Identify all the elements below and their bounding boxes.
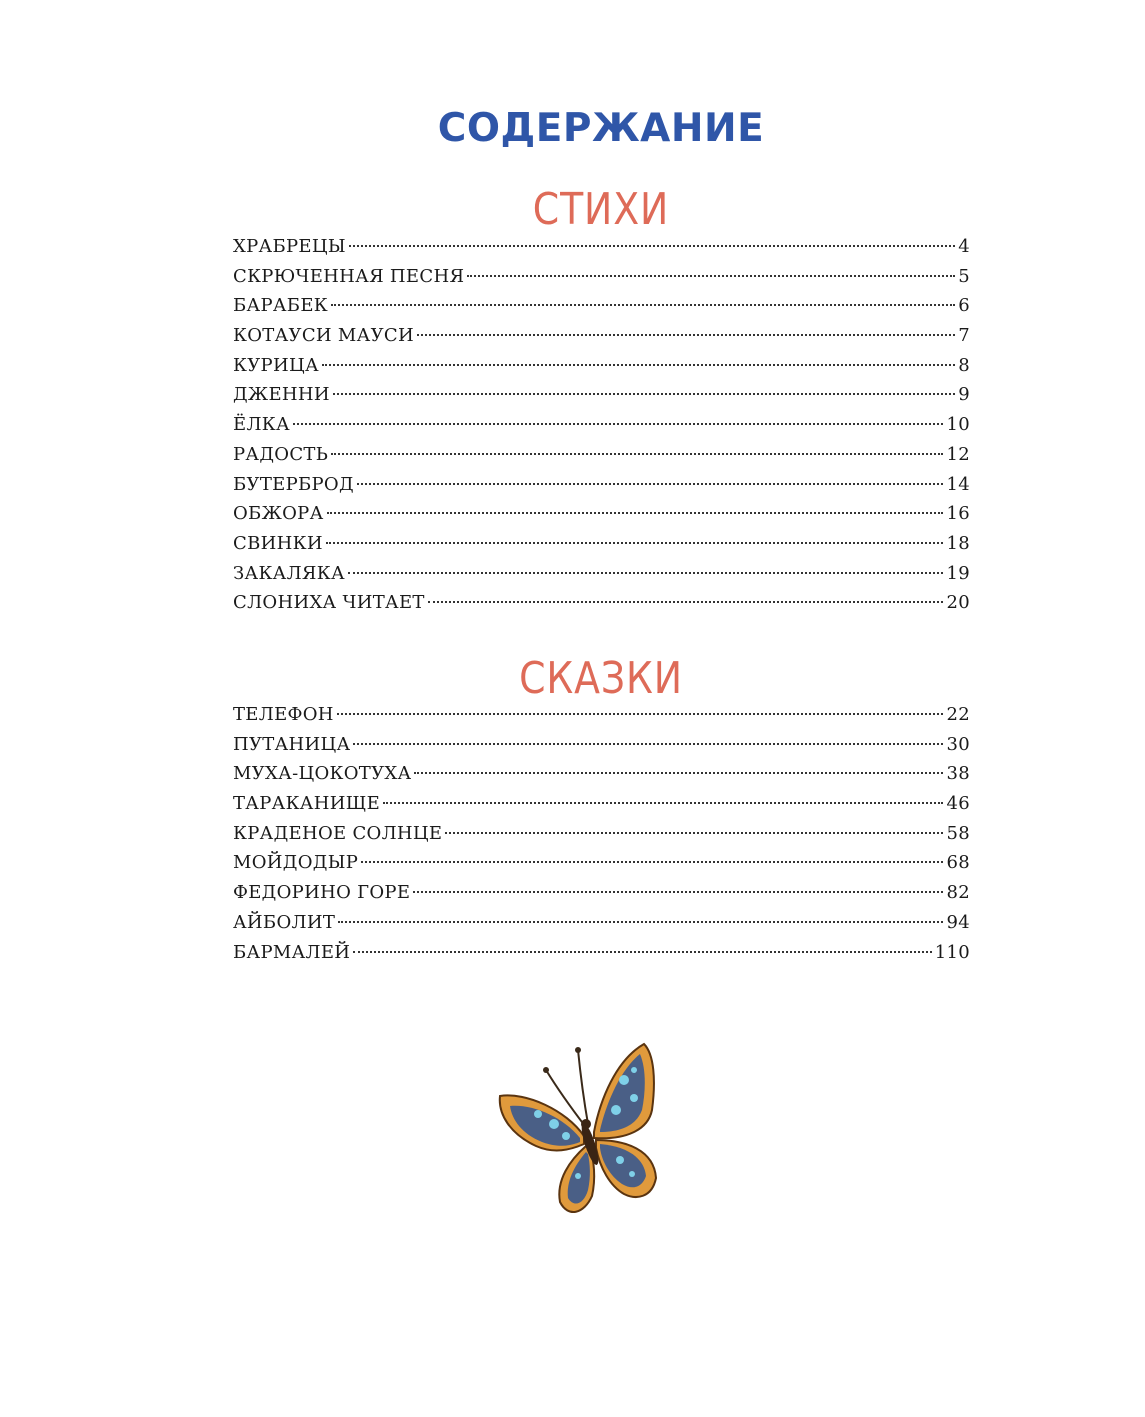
dot-leader [417, 334, 955, 336]
toc-entry-title: ПУТАНИЦА [233, 733, 351, 755]
dot-leader [331, 453, 943, 455]
toc-entry-page: 9 [958, 384, 970, 406]
toc-entry [233, 823, 970, 853]
toc-entry [233, 503, 970, 533]
toc-entry [233, 704, 970, 734]
dot-leader [338, 921, 943, 923]
toc-entry-page: 94 [946, 911, 970, 933]
toc-entry-title: ОБЖОРА [233, 503, 324, 525]
dot-leader [353, 743, 943, 745]
toc-entry [233, 414, 970, 444]
toc-entry-page: 4 [958, 236, 970, 257]
toc-entry [233, 852, 970, 882]
toc-entry-title: СЛОНИХА ЧИТАЕТ [233, 592, 425, 614]
toc-entry-page: 12 [946, 443, 970, 465]
toc-entry-page: 110 [934, 941, 970, 963]
toc-entry-page: 10 [946, 414, 970, 436]
dot-leader [348, 572, 944, 574]
dot-leader [383, 802, 943, 804]
toc-entry-page: 16 [946, 503, 970, 525]
toc-entry [233, 563, 970, 593]
toc-entry-page: 19 [946, 562, 970, 584]
toc-entry-page: 8 [958, 354, 970, 376]
toc-entry-title: БАРАБЕК [233, 295, 329, 317]
toc-entry [233, 533, 970, 563]
toc-entry-title: КРАДЕНОЕ СОЛНЦЕ [233, 822, 443, 844]
toc-entry-title: ЁЛКА [233, 414, 290, 436]
dot-leader [322, 364, 955, 366]
toc-entry-title: СВИНКИ [233, 532, 323, 554]
toc-entry-page: 22 [946, 704, 970, 725]
dot-leader [333, 393, 955, 395]
toc-list-poems [233, 236, 970, 622]
toc-entry-page: 14 [946, 473, 970, 495]
butterfly-icon [496, 1040, 662, 1220]
toc-entry-title: СКРЮЧЕННАЯ ПЕСНЯ [233, 265, 465, 287]
toc-entry-page: 46 [946, 793, 970, 815]
dot-leader [428, 601, 944, 603]
dot-leader [293, 423, 944, 425]
dot-leader [467, 275, 955, 277]
dot-leader [357, 483, 944, 485]
toc-entry-title: ФЕДОРИНО ГОРЕ [233, 882, 411, 904]
toc-entry [233, 236, 970, 266]
section-heading-poems: СТИХИ [532, 184, 670, 235]
toc-entry-title: ТАРАКАНИЩЕ [233, 793, 381, 815]
page-title: СОДЕРЖАНИЕ [437, 106, 765, 151]
toc-entry [233, 266, 970, 296]
dot-leader [349, 245, 955, 247]
toc-entry-page: 20 [946, 592, 970, 614]
toc-entry-title: РАДОСТЬ [233, 443, 329, 465]
toc-entry [233, 592, 970, 622]
toc-entry-title: БАРМАЛЕЙ [233, 941, 351, 963]
toc-entry-title: МУХА-ЦОКОТУХА [233, 763, 412, 785]
toc-entry [233, 763, 970, 793]
toc-entry [233, 912, 970, 942]
toc-entry [233, 295, 970, 325]
dot-leader [445, 832, 943, 834]
dot-leader [413, 891, 943, 893]
toc-entry [233, 325, 970, 355]
dot-leader [327, 512, 944, 514]
toc-entry-title: АЙБОЛИТ [233, 911, 336, 933]
toc-entry-page: 58 [946, 822, 970, 844]
toc-entry [233, 355, 970, 385]
toc-entry-title: КУРИЦА [233, 354, 319, 376]
toc-entry-page: 5 [958, 265, 970, 287]
toc-entry-page: 7 [958, 325, 970, 347]
toc-entry-page: 82 [946, 882, 970, 904]
toc-entry-title: КОТАУСИ МАУСИ [233, 325, 414, 347]
toc-entry-title: ТЕЛЕФОН [233, 704, 334, 725]
toc-entry [233, 882, 970, 912]
dot-leader [331, 304, 955, 306]
toc-entry [233, 384, 970, 414]
toc-entry [233, 474, 970, 504]
dot-leader [414, 772, 943, 774]
toc-entry-title: ХРАБРЕЦЫ [233, 236, 346, 257]
section-heading-tales: СКАЗКИ [519, 653, 683, 704]
toc-entry-title: БУТЕРБРОД [233, 473, 354, 495]
toc-entry-title: ЗАКАЛЯКА [233, 562, 345, 584]
toc-list-tales [233, 704, 970, 971]
toc-entry-page: 30 [946, 733, 970, 755]
toc-entry [233, 793, 970, 823]
toc-entry-page: 18 [946, 532, 970, 554]
toc-entry [233, 942, 970, 972]
dot-leader [337, 713, 944, 715]
dot-leader [326, 542, 944, 544]
dot-leader [353, 951, 931, 953]
dot-leader [361, 861, 943, 863]
toc-entry-title: ДЖЕННИ [233, 384, 330, 406]
toc-entry-page: 6 [958, 295, 970, 317]
toc-entry-page: 68 [946, 852, 970, 874]
toc-entry [233, 734, 970, 764]
toc-entry-page: 38 [946, 763, 970, 785]
toc-entry [233, 444, 970, 474]
toc-entry-title: МОЙДОДЫР [233, 852, 359, 874]
